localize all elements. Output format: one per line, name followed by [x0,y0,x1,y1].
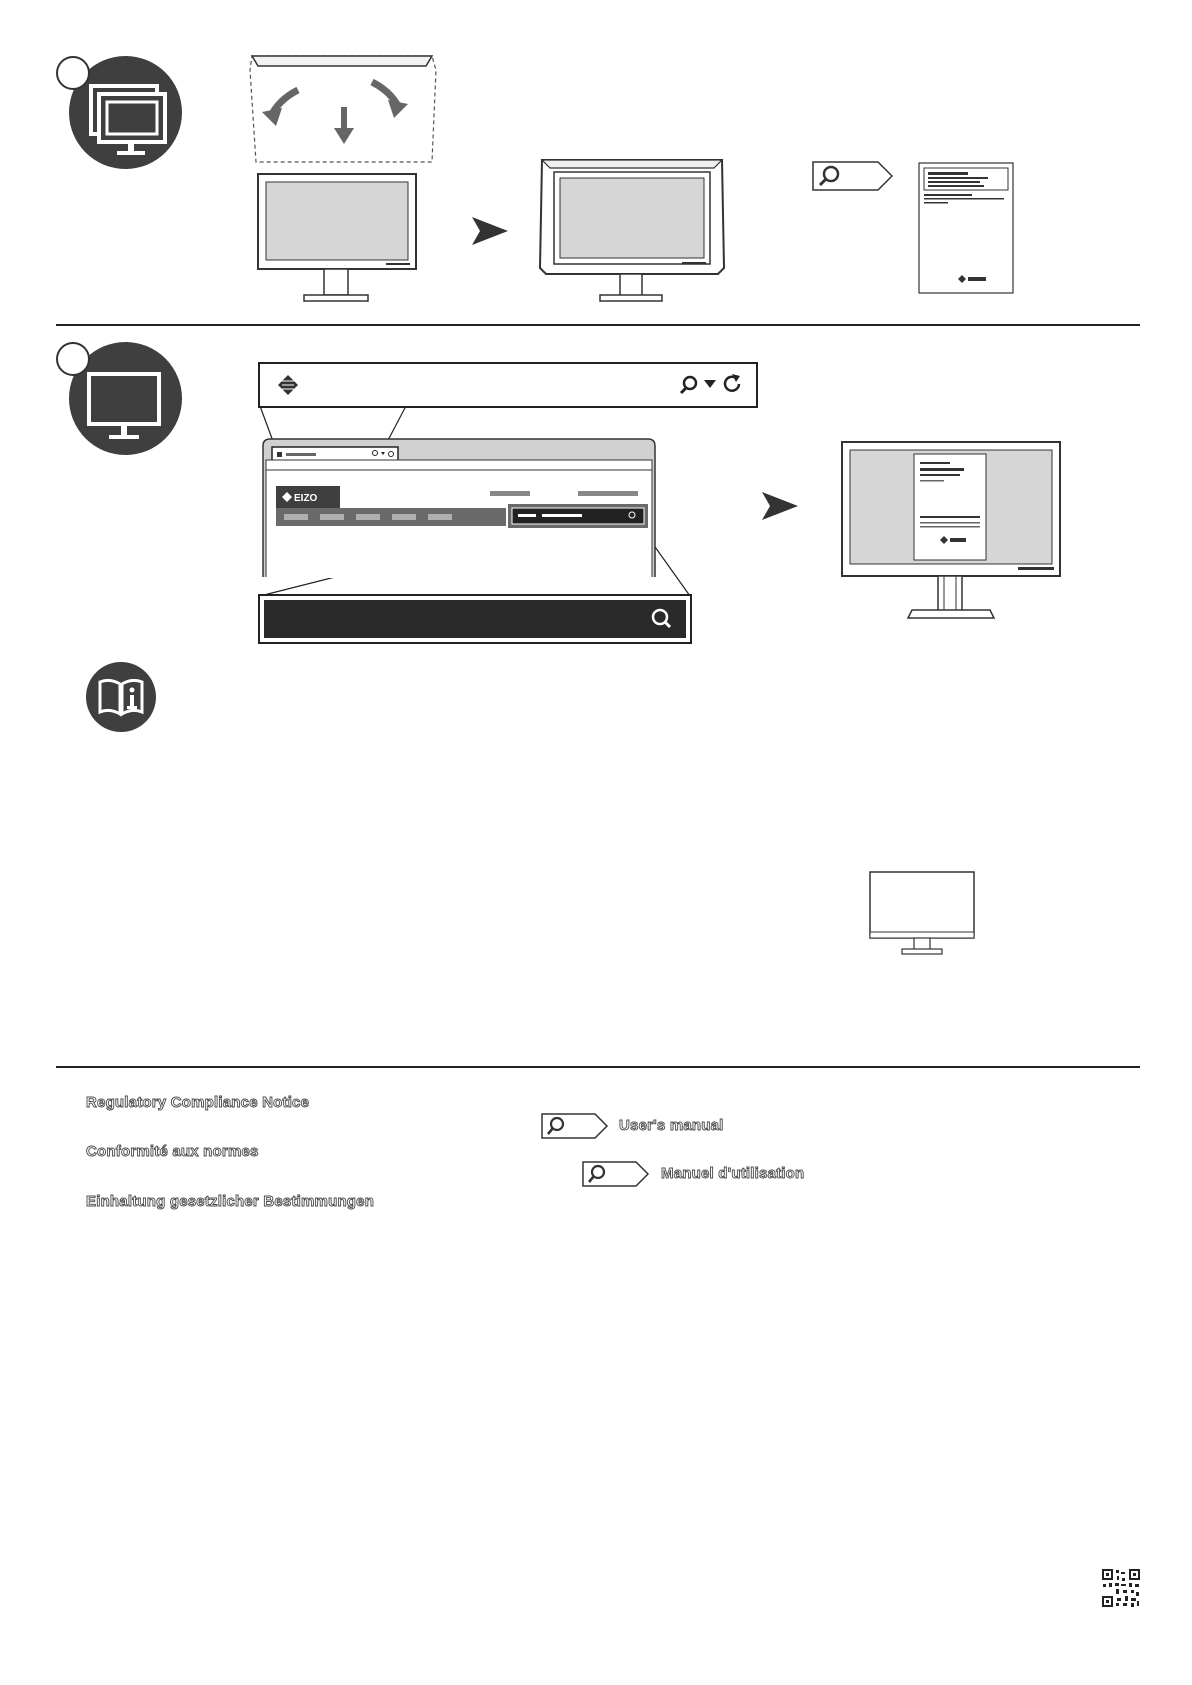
small-monitor-illustration [868,870,976,956]
monitor-document-illustration [840,440,1062,620]
eizo-brand-text: EIZO [294,493,318,504]
manual-label-fr: Manuel d'utilisation [661,1165,805,1182]
notice-einhaltung: Einhaltung gesetzlicher Bestimmungen [86,1193,375,1210]
step1-number-badge [56,56,90,90]
document-sheet-illustration [918,162,1014,294]
arrow-right-icon [760,490,800,522]
manual-label-en: User's manual [619,1117,724,1134]
footer-divider [56,1066,1140,1068]
hood-install-illustration [246,52,446,302]
search-bar-zoom [258,594,692,644]
section-divider [56,324,1140,326]
step2-number-badge [56,342,90,376]
search-tag-icon [582,1161,650,1187]
arrow-right-icon [470,215,510,247]
monitor-with-hood-illustration [538,158,728,303]
notice-conformite: Conformité aux normes [86,1143,259,1160]
search-tag-icon [541,1113,609,1139]
search-tag-icon [812,161,894,191]
manual-info-icon [86,662,156,732]
browser-window-illustration [262,438,656,578]
notice-regulatory: Regulatory Compliance Notice [86,1094,310,1111]
qr-code [1101,1568,1141,1608]
address-bar-zoom [258,362,758,408]
